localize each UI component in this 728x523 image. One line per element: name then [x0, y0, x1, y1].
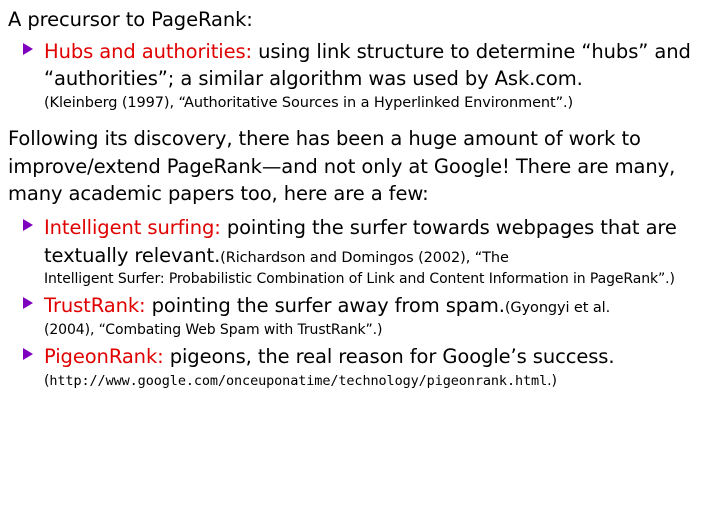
item-text: pointing the surfer away from spam.: [145, 294, 505, 318]
item-text: pointing the surfer towards webpages that are textually relevant.: [44, 215, 677, 267]
item-text: using link structure to determine “hubs” and “authorities”; a similar algorithm was used by Ask.com.: [44, 39, 691, 91]
triangle-bullet-icon: [22, 296, 34, 310]
paragraph-text: Following its discovery, there has been a huge amount of work to improve/extend PageRank—and not only at Google! There are many, many academic papers too, here are a few:: [8, 126, 676, 206]
list-item-body: [44, 292, 720, 341]
triangle-bullet-icon: [22, 218, 34, 232]
citation-url[interactable]: http://www.google.com/onceuponatime/technology/pigeonrank.html: [49, 372, 548, 389]
item-title: Intelligent surfing:: [44, 215, 221, 239]
top-bullet-list: [8, 38, 720, 115]
list-item: [8, 214, 720, 290]
list-item: [8, 343, 720, 392]
item-citation-inline: (Gyongyi et al.: [504, 300, 611, 317]
triangle-bullet-icon: [22, 42, 34, 56]
item-citation-rest: (2004), “Combating Web Spam with TrustRank”.): [44, 321, 383, 338]
item-title: PigeonRank:: [44, 344, 164, 368]
item-title: TrustRank:: [44, 294, 146, 318]
list-item-body: [44, 343, 720, 392]
bottom-bullet-list: [8, 214, 720, 392]
list-item-body: [44, 214, 720, 290]
item-citation-inline: (Richardson and Domingos (2002), “The: [220, 249, 509, 266]
list-item: [8, 38, 720, 115]
item-citation: (Kleinberg (1997), “Authoritative Sources in a Hyperlinked Environment”.): [44, 95, 574, 112]
item-text: pigeons, the real reason for Google’s success.: [163, 344, 615, 368]
list-item: [8, 292, 720, 341]
item-title: Hubs and authorities:: [44, 39, 253, 63]
triangle-bullet-icon: [22, 347, 34, 361]
citation-close-paren: .): [547, 372, 557, 389]
citation-open-paren: (: [44, 372, 50, 389]
item-citation-rest: Intelligent Surfer: Probabilistic Combination of Link and Content Information in PageRank”.): [44, 271, 675, 288]
intro-text: A precursor to PageRank:: [8, 8, 253, 31]
list-item-body: [44, 38, 720, 115]
item-citation: [44, 371, 720, 392]
